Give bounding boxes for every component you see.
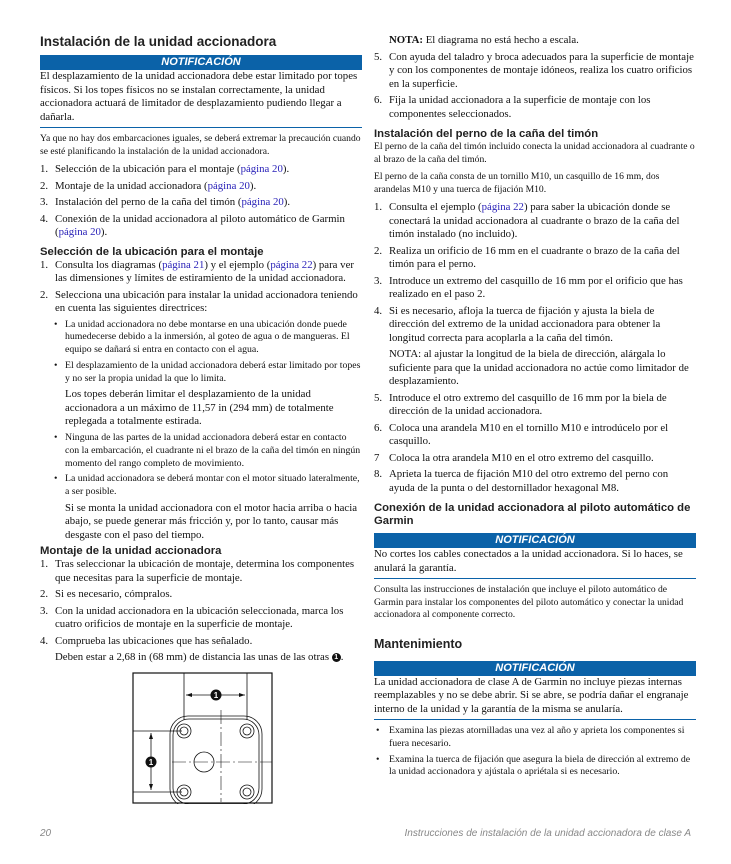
list-item: 2. Realiza un orificio de 16 mm en el cuadrante o brazo de la caña del timón para el perno. [374, 244, 680, 270]
callout-1-icon: 1 [332, 653, 341, 662]
bullet-item: • La unidad accionadora se deberá montar con el motor situado lateralmente, a ser posible. [54, 473, 360, 498]
mounting-holes [177, 724, 254, 799]
maintenance-bullets [374, 725, 696, 779]
notice-text: No cortes los cables conectados a la unidad accionadora. Si lo haces, se anulará la garantía. [374, 548, 696, 579]
page-link[interactable]: página 20 [241, 196, 284, 208]
page-link[interactable]: página 20 [207, 179, 250, 192]
section-title-location: Selección de la ubicación para el montaje [40, 245, 264, 258]
bullet-item: • Examina las piezas atornilladas una vez al año y aprieta los componentes si fuera necesario. [376, 725, 685, 749]
tiller-paragraph: El perno de la caña consta de un tornillo M10, un casquillo de 16 mm, dos arandelas M10 y una tuerca de fijación M10. [374, 171, 660, 195]
section-title-tiller: Instalación del perno de la caña del timón [374, 128, 599, 140]
list-item: 8. Aprieta la tuerca de fijación M10 del otro extremo del perno con ayuda de la punta o del destornillador hexagonal M8. [374, 468, 669, 494]
page-link[interactable]: página 20 [240, 163, 283, 175]
notice-label: NOTIFICACIÓN [40, 55, 362, 70]
list-item: 2. Si es necesario, cómpralos. [40, 588, 173, 601]
notice-label: NOTIFICACIÓN [374, 533, 696, 548]
list-item: 1. Tras seleccionar la ubicación de montaje, determina los componentes que necesitas para la superficie de montaje. [40, 558, 355, 584]
list-item: 2. Montaje de la unidad accionadora (página 20). [40, 179, 257, 192]
mounting-steps [40, 558, 362, 648]
list-item: 3. Introduce un extremo del casquillo de 16 mm por el orificio que has realizado en el paso 2. [374, 274, 683, 300]
mounting-hole-diagram [132, 672, 284, 804]
page-link[interactable]: página 22 [481, 201, 524, 213]
bullet-item: • El desplazamiento de la unidad accionadora deberá estar limitado por topes y no ser la propia unidad la que lo limita. [54, 359, 361, 384]
page-number: 20 [40, 828, 52, 839]
notice-box [374, 661, 696, 721]
bullet-note: Si se monta la unidad accionadora con el motor hacia arriba o hacia abajo, se puede generar más fricción y, por lo tanto, causar más desgaste con el paso del tiempo. [65, 501, 357, 541]
overview-steps [40, 163, 362, 240]
bullet-item: • La unidad accionadora no debe montarse en una ubicación donde puede humedecerse debido a la inmersión, al goteo de agua o de mangueras. El equipo se dañará si entra en contacto con el agua. [54, 318, 350, 356]
mounting-steps-continued [374, 51, 696, 122]
list-item: 1. Consulta los diagramas (página 21) y el ejemplo (página 22) para ver las dimensiones y límites de estiramiento de la unidad accionadora. [40, 258, 354, 284]
list-item: 4. Comprueba las ubicaciones que has señalado. [40, 634, 253, 647]
notice-label: NOTIFICACIÓN [374, 661, 696, 676]
bullet-note: Los topes deberán limitar el desplazamiento de la unidad accionadora a un máximo de 11,57 in (294 mm) de totalmente replegada a totalmente estirada. [65, 388, 334, 428]
notice-box [374, 533, 696, 579]
list-item: 6. Coloca una arandela M10 en el tornillo M10 e introdúcelo por el casquillo. [374, 421, 669, 447]
page-link[interactable]: página 20 [58, 226, 101, 238]
svg-text:1: 1 [148, 757, 154, 767]
left-column [40, 34, 362, 808]
step-note: NOTA: al ajustar la longitud de la biela de dirección, alárgala lo suficiente para que la unidad accionadora no actúe como limitador de desplazamiento. [389, 348, 689, 387]
bullet-item: • Examina la tuerca de fijación que asegura la biela de dirección al extremo de la unidad accionadora y ajústala o apriétala si es necesario. [376, 753, 691, 778]
actuator-base-outline [170, 716, 262, 804]
tiller-steps [374, 201, 696, 495]
page-link[interactable]: página 22 [270, 258, 313, 271]
list-item: 2. Selecciona una ubicación para instalar la unidad accionadora teniendo en cuenta las siguientes directrices: [40, 288, 358, 314]
section-title-connection: Conexión de la unidad accionadora al piloto automático de Garmin [374, 502, 691, 527]
notice-box [40, 55, 362, 128]
list-item: 3. Instalación del perno de la caña del timón (página 20). [40, 196, 291, 208]
list-item: 7 Coloca la otra arandela M10 en el otro extremo del casquillo. [374, 451, 654, 464]
diagram-frame [133, 673, 272, 803]
intro-paragraph: Ya que no hay dos embarcaciones iguales, se deberá extremar la precaución cuando se esté planificando la instalación de la unidad accionadora. [40, 133, 361, 157]
section-title-mounting: Montaje de la unidad accionadora [40, 545, 222, 558]
guideline-bullets [40, 319, 362, 543]
section-title-installation: Instalación de la unidad accionadora [40, 34, 277, 49]
location-steps [40, 259, 362, 316]
section-title-maintenance: Mantenimiento [374, 636, 463, 651]
notice-text: La unidad accionadora de clase A de Garmin no incluye piezas internas reemplazables y no se debe abrir. Si se abre, se podría dañar el engranaje interno de la unidad y la garantía de la misma se anularía. [374, 676, 696, 721]
diagram-note: NOTA: El diagrama no está hecho a escala. [389, 34, 579, 46]
list-item: 4. Si es necesario, afloja la tuerca de fijación y ajusta la biela de dirección del extremo de la unidad accionadora para obtener la longitud correcta para acoplarla a la caña del timón. [374, 304, 661, 344]
list-item: 4. Conexión de la unidad accionadora al piloto automático de Garmin (página 20). [40, 212, 345, 238]
notice-text: El desplazamiento de la unidad accionadora debe estar limitado por topes físicos. Si los topes físicos no se instalan correctamente, la unidad accionadora actuará de limitador de desplazamiento pudiendo llegar a dañarla. [40, 70, 362, 128]
page-link[interactable]: página 21 [162, 258, 205, 271]
connection-paragraph: Consulta las instrucciones de instalación que incluye el piloto automático de Garmin para instalar los componentes del piloto automático y conectar la unidad accionadora al componente correcto. [374, 584, 684, 620]
bullet-item: • Ninguna de las partes de la unidad accionadora deberá estar en contacto con la embarcación, el cuadrante ni el brazo de la caña del timón en ningún momento del rango completo de movimiento. [54, 431, 361, 469]
list-item: 5. Con ayuda del taladro y broca adecuados para la superficie de montaje y con los componentes de montaje idóneos, realiza los cuatro orificios en la superficie. [374, 50, 694, 90]
right-column [374, 34, 696, 782]
list-item: 1. Consulta el ejemplo (página 22) para saber la ubicación donde se conectará la unidad accionadora al cuadrante o brazo de la caña del timón instalado (no incluido). [374, 201, 680, 240]
list-item: 3. Con la unidad accionadora en la ubicación seleccionada, marca los cuatro orificios de montaje en la superficie de montaje. [40, 604, 344, 631]
distance-note: Deben estar a 2,68 in (68 mm) de distancia las unas de las otras 1 . [55, 651, 344, 664]
list-item: 1. Selección de la ubicación para el montaje (página 20). [40, 163, 290, 175]
svg-text:1: 1 [213, 690, 219, 700]
tiller-paragraph: El perno de la caña del timón incluido conecta la unidad accionadora al cuadrante o al brazo de la caña del timón. [374, 141, 695, 165]
footer-document-title: Instrucciones de instalación de la unidad accionadora de clase A [404, 828, 691, 839]
list-item: 6. Fija la unidad accionadora a la superficie de montaje con los componentes seleccionados. [374, 94, 651, 120]
list-item: 5. Introduce el otro extremo del casquillo de 16 mm por la biela de dirección de la unidad accionadora. [374, 391, 667, 417]
